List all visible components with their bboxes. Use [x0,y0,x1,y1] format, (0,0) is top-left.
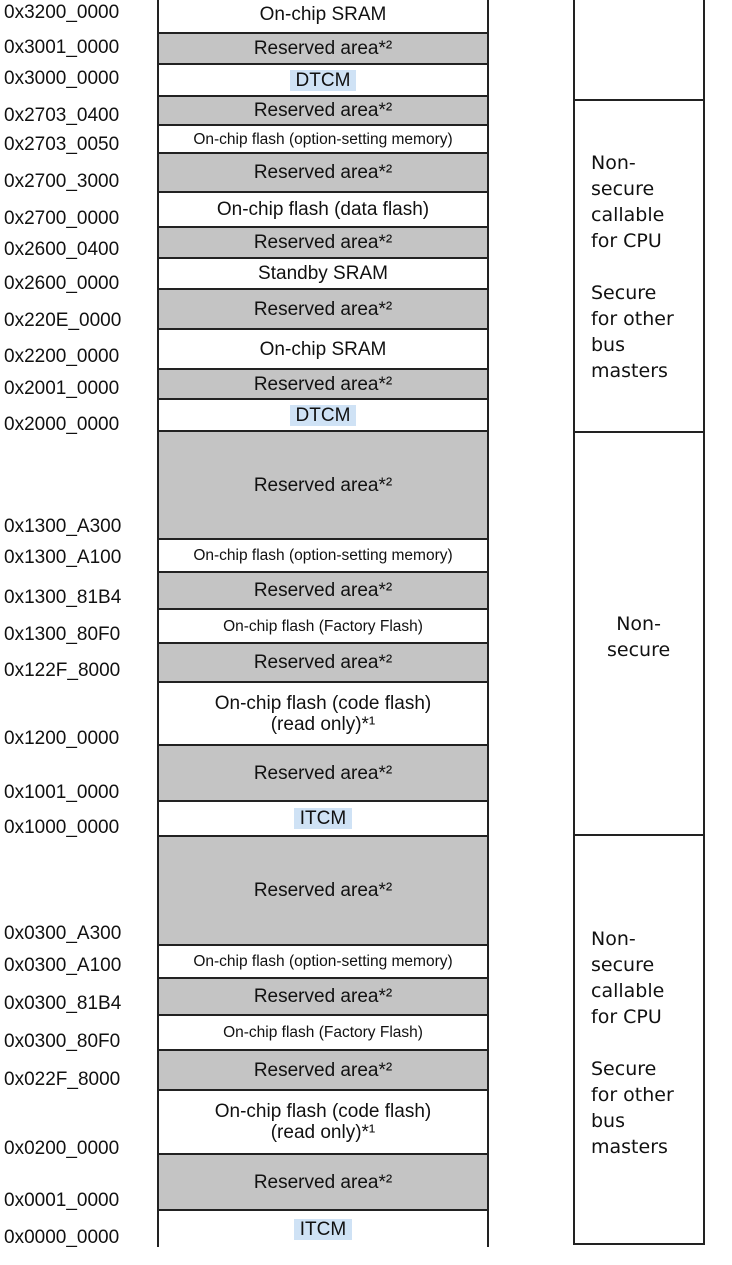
address-label: 0x1000_0000 [4,817,120,838]
reserved-region [157,152,489,191]
reserved-region [157,95,489,124]
region-label: Reserved area*² [253,1059,393,1081]
region-label: Reserved area*² [253,986,393,1007]
reserved-region [157,32,489,63]
region-label: On-chip flash (code flash) (read only)*¹ [214,692,432,735]
region-label: On-chip flash (option-setting memory) [193,547,453,564]
memory-region [157,328,489,368]
reserved-region [157,835,489,944]
memory-region [157,1014,489,1049]
region-label: Reserved area*² [253,162,393,183]
address-label: 0x0300_80F0 [4,1031,121,1052]
address-label: 0x2600_0400 [4,239,120,260]
memory-region [157,63,489,95]
region-label: Reserved area*² [253,1171,393,1193]
memory-region [157,124,489,152]
region-label: Standby SRAM [258,263,388,284]
address-label: 0x122F_8000 [4,660,121,681]
address-label: 0x2703_0050 [4,134,120,155]
address-label: 0x2600_0000 [4,273,120,294]
address-label: 0x2000_0000 [4,414,120,435]
reserved-region [157,1153,489,1209]
address-label: 0x1300_A100 [4,547,122,568]
region-label: On-chip SRAM [259,3,387,25]
region-label: On-chip flash (data flash) [216,199,430,220]
security-divider [573,834,705,836]
address-label: 0x3001_0000 [4,37,120,58]
region-label: ITCM [294,1219,352,1240]
reserved-region [157,226,489,257]
address-label: 0x2703_0400 [4,105,120,126]
security-label: Non- secure callable for CPU Secure for other bus masters [591,928,674,1158]
reserved-region [157,571,489,608]
region-label: On-chip flash (code flash) (read only)*¹ [214,1101,432,1143]
address-label: 0x1200_0000 [4,728,120,749]
region-label: Reserved area*² [253,880,393,901]
reserved-region [157,744,489,800]
memory-region [157,257,489,288]
memory-region [157,1089,489,1153]
address-label: 0x1300_A300 [4,516,122,537]
address-label: 0x0300_A300 [4,923,122,944]
memory-region [157,398,489,430]
region-label: Reserved area*² [253,474,393,496]
region-label: On-chip flash (option-setting memory) [193,953,453,970]
region-label: Reserved area*² [253,232,393,253]
address-label: 0x0300_81B4 [4,993,122,1014]
memory-region [157,0,489,32]
address-label: 0x2001_0000 [4,378,120,399]
address-label: 0x0300_A100 [4,955,122,976]
region-label: On-chip flash (Factory Flash) [223,1024,423,1041]
address-label: 0x1001_0000 [4,782,120,803]
address-label: 0x2200_0000 [4,346,120,367]
region-label: Reserved area*² [253,298,393,320]
reserved-region [157,1049,489,1089]
reserved-region [157,430,489,538]
region-label: Reserved area*² [253,652,393,673]
address-label: 0x0200_0000 [4,1138,120,1159]
address-label: 0x3000_0000 [4,68,120,89]
reserved-region [157,642,489,681]
security-divider [573,99,705,101]
security-divider [573,431,705,433]
region-label: Reserved area*² [253,38,393,59]
region-label: Reserved area*² [253,762,393,784]
reserved-region [157,288,489,328]
address-label: 0x2700_0000 [4,208,120,229]
address-label: 0x2700_3000 [4,171,120,192]
region-label: On-chip flash (Factory Flash) [223,617,423,635]
memory-region [157,1209,489,1247]
region-label: Reserved area*² [253,373,393,395]
region-label: DTCM [290,70,357,91]
reserved-region [157,368,489,398]
region-label: On-chip SRAM [259,338,387,360]
memory-region [157,800,489,835]
security-label: Non- secure [607,613,671,661]
memory-region [157,944,489,977]
reserved-region [157,977,489,1014]
address-label: 0x220E_0000 [4,310,122,331]
address-label: 0x1300_80F0 [4,624,121,645]
region-label: Reserved area*² [253,580,393,601]
memory-region [157,191,489,226]
memory-region [157,538,489,571]
region-label: DTCM [290,405,357,426]
region-label: Reserved area*² [253,100,393,121]
address-label: 0x0000_0000 [4,1227,120,1248]
address-label: 0x1300_81B4 [4,587,122,608]
security-label: Non- secure callable for CPU Secure for other bus masters [591,152,674,382]
address-label: 0x022F_8000 [4,1069,121,1090]
region-label: ITCM [294,808,352,829]
address-label: 0x3200_0000 [4,2,120,23]
memory-region [157,608,489,642]
memory-region [157,681,489,744]
address-label: 0x0001_0000 [4,1190,120,1211]
region-label: On-chip flash (option-setting memory) [193,130,453,148]
